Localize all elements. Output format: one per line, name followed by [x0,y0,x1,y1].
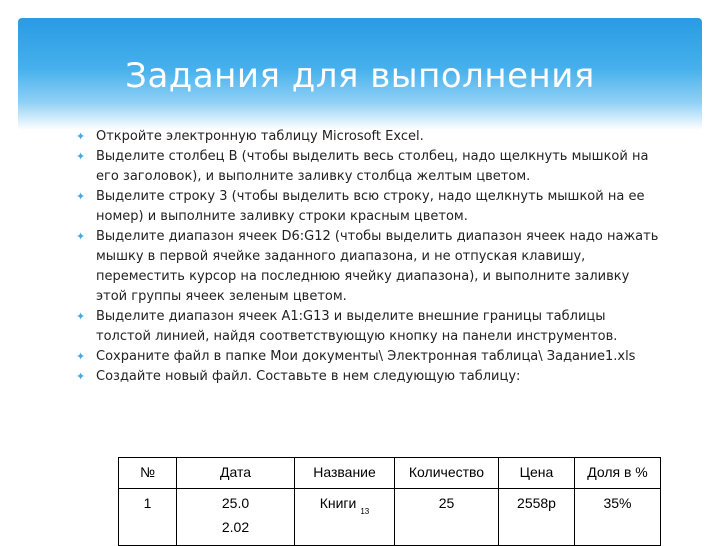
cell-num: 1 [119,489,177,546]
bullet-icon: ✦ [76,150,86,163]
task-text: Откройте электронную таблицу Microsoft Excel. [96,129,424,144]
header-num: № [119,458,177,489]
header-name: Название [295,458,395,489]
sample-table [118,457,661,546]
list-item [74,127,664,147]
slide-title: Задания для выполнения [125,56,595,96]
header-qty: Количество [395,458,499,489]
header-share: Доля в % [575,458,661,489]
table-row [119,489,661,546]
name-text: Книги [319,495,357,511]
task-text: Выделите столбец B (чтобы выделить весь столбец, надо щелкнуть мышкой на его заголовок), и выполните заливку столбца желтым цветом. [96,149,649,184]
date-line-2: 2.02 [221,519,250,535]
cell-share: 35% [575,489,661,546]
task-text: Сохраните файл в папке Мои документы\ Электронная таблица\ Задание1.xls [96,349,636,364]
name-subscript: 13 [360,507,370,516]
bullet-icon: ✦ [76,350,86,363]
bullet-icon: ✦ [76,310,86,323]
bullet-icon: ✦ [76,370,86,383]
cell-qty: 25 [395,489,499,546]
header-price: Цена [499,458,575,489]
list-item [74,147,664,187]
task-text: Выделите диапазон ячеек D6:G12 (чтобы выделить диапазон ячеек надо нажать мышку в первой ячейке заданного диапазона, и не отпуская клавишу, переместить курсор на последнюю ячейку диапазона), и выполните заливку этой группы ячеек зеленым цветом. [96,229,659,304]
task-list [74,127,664,387]
task-text: Выделите строку 3 (чтобы выделить всю строку, надо щелкнуть мышкой на ее номер) и выполните заливку строки красным цветом. [96,189,645,224]
list-item [74,347,664,367]
bullet-icon: ✦ [76,230,86,243]
task-text: Выделите диапазон ячеек A1:G13 и выделите внешние границы таблицы толстой линией, найдя соответствующую кнопку на панели инструментов. [96,309,618,344]
task-text: Создайте новый файл. Составьте в нем следующую таблицу: [96,369,521,384]
list-item [74,187,664,227]
bullet-icon: ✦ [76,130,86,143]
list-item [74,227,664,307]
cell-name [295,489,395,546]
cell-price: 2558р [499,489,575,546]
table-header-row [119,458,661,489]
date-line-1: 25.0 [221,495,250,511]
bullet-icon: ✦ [76,190,86,203]
list-item [74,307,664,347]
header-date: Дата [177,458,295,489]
cell-date [177,489,295,546]
list-item [74,367,664,387]
